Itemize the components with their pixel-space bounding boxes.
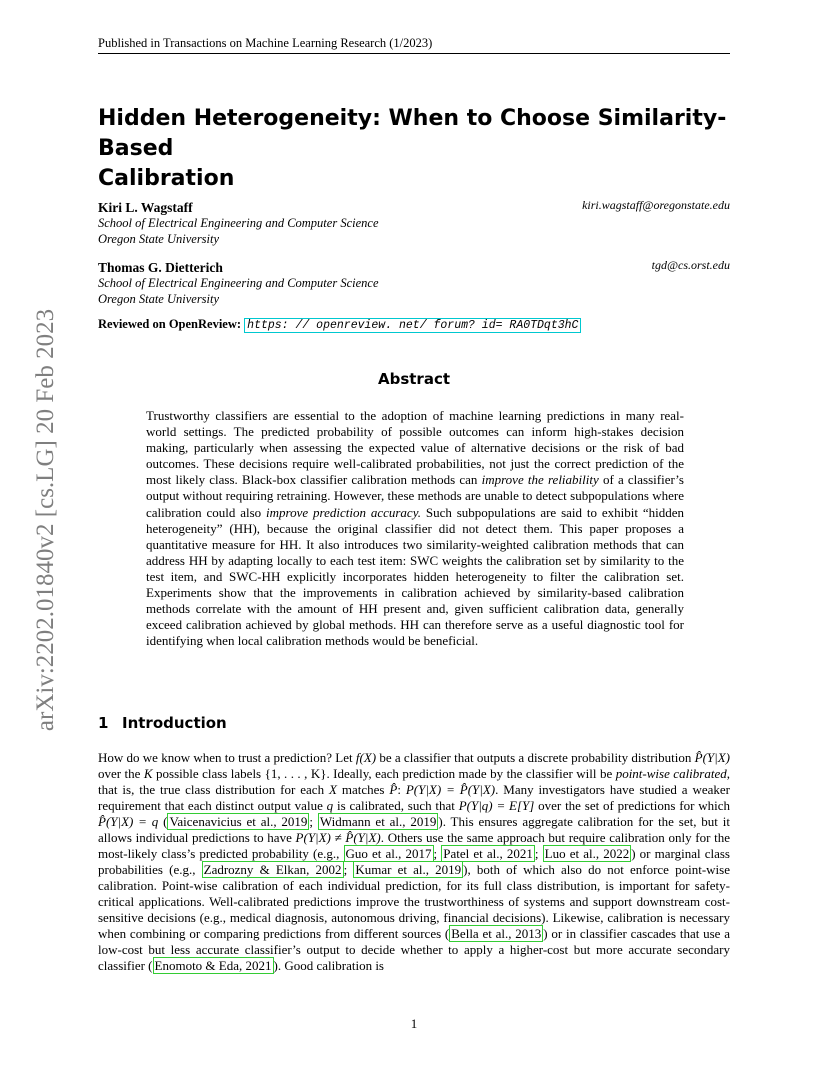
math: X bbox=[328, 782, 337, 797]
math: P̂(Y|X) bbox=[694, 750, 730, 765]
intro-text: ) or in classifier cascades that use a low-cost but less accurate classifier’s output to decide whether to apply a higher-cost but more accurate secondary classifier ( bbox=[98, 926, 730, 973]
math: P(Y|X) = P̂(Y|X) bbox=[405, 782, 496, 797]
author-block-1 bbox=[98, 197, 730, 247]
citation-link[interactable]: Vaicenavicius et al., 2019 bbox=[169, 814, 308, 829]
math: P̂(Y|X) = q bbox=[98, 814, 159, 829]
math: q bbox=[326, 798, 334, 813]
intro-text: ; bbox=[433, 846, 442, 861]
abstract-text: Trustworthy classifiers are essential to the adoption of machine learning predictions in many real-world settings. The predicted probability of possible outcomes can inform high-stakes decision making, particularly when assessing the expected value of alternative decisions or the risk of bad outcomes. These decisions require well-calibrated probabilities, not just the correct prediction of the most likely class. Black-box classifier calibration methods can bbox=[146, 408, 684, 488]
intro-text: is calibrated, such that bbox=[333, 798, 459, 813]
citation-link[interactable]: Luo et al., 2022 bbox=[544, 846, 630, 861]
intro-text: ; bbox=[309, 814, 318, 829]
citation-link[interactable]: Enomoto & Eda, 2021 bbox=[154, 958, 272, 973]
intro-text: ), both of which also do not enforce point-wise calibration. Point-wise calibration of each individual prediction, for its full class distribution, is important for safety-critical applications. Well-calibrated predictions improve the trustworthiness of systems and support downstream cost-sensitive decisions (e.g., medical diagnosis, autonomous driving, financial decisions). Likewise, calibration is necessary when combining or comparing predictions from different sources ( bbox=[98, 862, 730, 941]
citation-link[interactable]: Bella et al., 2013 bbox=[451, 926, 542, 941]
intro-text: How do we know when to trust a prediction? Let bbox=[98, 750, 356, 765]
openreview-link[interactable]: https: // openreview. net/ forum? id= RA0TDqt3hC bbox=[244, 318, 581, 333]
author-university: Oregon State University bbox=[98, 292, 220, 306]
intro-text: . Others use the same approach but require calibration only for the most-likely class’s predicted probability (e.g., bbox=[98, 830, 731, 861]
paper-title bbox=[98, 104, 738, 194]
section-number: 1 bbox=[98, 714, 109, 732]
abstract-body bbox=[146, 408, 684, 649]
author-block-2 bbox=[98, 257, 730, 307]
math: K bbox=[143, 766, 153, 781]
emphasis: point-wise calibrated bbox=[615, 766, 727, 781]
author-university: Oregon State University bbox=[98, 232, 220, 246]
math: {1, . . . , K} bbox=[264, 766, 327, 781]
intro-text: ; bbox=[343, 862, 354, 877]
abstract-text: Such subpopulations are said to exhibit “hidden heterogeneity” (HH), because the original classifier did not detect them. This paper proposes a quantitative measure for HH. It also introduces two similarity-weighted calibration methods that can address HH by adapting locally to each test item: SWC weights the calibration set by similarity to the test item, and SWC-HH explicitly incorporates hidden heterogeneity to filter the calibration set. Experiments show that the improvements in calibration achieved by similarity-based calibration methods correlate with the amount of HH present and, given sufficient calibration data, generally exceed calibration achieved by global methods. HH can therefore serve as a useful diagnostic tool for identifying when local calibration methods would be beneficial. bbox=[146, 504, 684, 649]
intro-text: ( bbox=[158, 814, 168, 829]
abstract-heading: Abstract bbox=[377, 370, 451, 388]
citation-link[interactable]: Zadrozny & Elkan, 2002 bbox=[203, 862, 342, 877]
review-label: Reviewed on OpenReview: bbox=[98, 317, 242, 331]
review-line bbox=[98, 317, 581, 332]
page-number: 1 bbox=[410, 1016, 418, 1031]
intro-text: : bbox=[397, 782, 406, 797]
math: P̂ bbox=[389, 782, 398, 797]
journal-header: Published in Transactions on Machine Learning Research (1/2023) bbox=[98, 36, 433, 50]
intro-text: ). This ensures aggregate calibration for the set, but it allows individual predictions to have bbox=[98, 814, 730, 845]
intro-text: . Ideally, each prediction made by the classifier will be bbox=[326, 766, 616, 781]
intro-text: matches bbox=[336, 782, 390, 797]
intro-text: be a classifier that outputs a discrete probability distribution bbox=[376, 750, 695, 765]
author-email[interactable]: tgd@cs.orst.edu bbox=[651, 258, 730, 272]
abstract-emphasis: improve the reliability bbox=[481, 472, 599, 488]
citation-link[interactable]: Guo et al., 2017 bbox=[345, 846, 432, 861]
abstract-emphasis: improve prediction accuracy. bbox=[266, 504, 421, 520]
section-title: Introduction bbox=[122, 714, 227, 732]
title-line-1: Hidden Heterogeneity: When to Choose Similarity-Based bbox=[98, 106, 727, 161]
math: P(Y|X) ≠ P̂(Y|X) bbox=[295, 830, 381, 845]
citation-link[interactable]: Kumar et al., 2019 bbox=[355, 862, 462, 877]
intro-text: possible class labels bbox=[152, 766, 265, 781]
author-affiliation: School of Electrical Engineering and Computer Science bbox=[98, 216, 379, 230]
intro-text: over the set of predictions for which bbox=[534, 798, 730, 813]
citation-link[interactable]: Widmann et al., 2019 bbox=[319, 814, 437, 829]
intro-paragraph bbox=[98, 750, 730, 974]
math: P(Y|q) = E[Y] bbox=[458, 798, 535, 813]
math: f(X) bbox=[355, 750, 377, 765]
author-name: Thomas G. Dietterich bbox=[98, 260, 223, 275]
intro-text: , that is, the true class distribution for each bbox=[98, 766, 730, 797]
intro-text: ). Good calibration is bbox=[273, 958, 384, 973]
arxiv-identifier: arXiv:2202.01840v2 [cs.LG] 20 Feb 2023 bbox=[32, 308, 59, 732]
author-affiliation: School of Electrical Engineering and Computer Science bbox=[98, 276, 379, 290]
intro-text: . Many investigators have studied a weaker requirement that each distinct output value bbox=[98, 782, 730, 813]
citation-link[interactable]: Patel et al., 2021 bbox=[443, 846, 533, 861]
section-heading bbox=[98, 714, 227, 732]
title-line-2: Calibration bbox=[98, 166, 235, 191]
intro-text: ; bbox=[534, 846, 543, 861]
intro-text: over the bbox=[98, 766, 144, 781]
author-email[interactable]: kiri.wagstaff@oregonstate.edu bbox=[582, 198, 730, 212]
header-rule bbox=[98, 53, 730, 54]
intro-text: ) or marginal class probabilities (e.g., bbox=[98, 846, 730, 877]
abstract-text: of a classifier’s output without requiring retraining. However, these methods are unable to detect subpopulations where calibration could also bbox=[146, 472, 684, 520]
author-name: Kiri L. Wagstaff bbox=[98, 200, 193, 215]
